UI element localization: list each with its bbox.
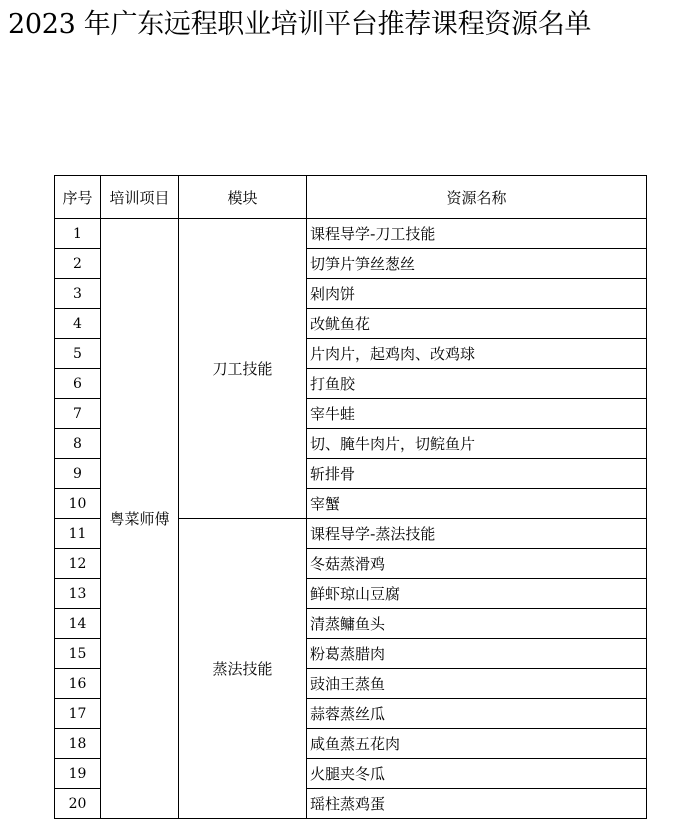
training-project-cell: 粤菜师傅 bbox=[101, 219, 179, 819]
row-number: 12 bbox=[55, 549, 101, 579]
row-number: 6 bbox=[55, 369, 101, 399]
row-number: 7 bbox=[55, 399, 101, 429]
table-row bbox=[55, 219, 647, 249]
resource-name: 片肉片，起鸡肉、改鸡球 bbox=[307, 339, 647, 369]
resource-name: 冬菇蒸滑鸡 bbox=[307, 549, 647, 579]
header-module: 模块 bbox=[179, 176, 307, 219]
row-number: 17 bbox=[55, 699, 101, 729]
row-number: 18 bbox=[55, 729, 101, 759]
resource-name: 咸鱼蒸五花肉 bbox=[307, 729, 647, 759]
row-number: 20 bbox=[55, 789, 101, 819]
row-number: 16 bbox=[55, 669, 101, 699]
resource-name: 改鱿鱼花 bbox=[307, 309, 647, 339]
row-number: 8 bbox=[55, 429, 101, 459]
resource-name: 切、腌牛肉片，切鲩鱼片 bbox=[307, 429, 647, 459]
row-number: 19 bbox=[55, 759, 101, 789]
table-header-row bbox=[55, 176, 647, 219]
page-title: 2023 年广东远程职业培训平台推荐课程资源名单 bbox=[8, 9, 592, 40]
row-number: 15 bbox=[55, 639, 101, 669]
header-serial-no: 序号 bbox=[55, 176, 101, 219]
resource-name: 斩排骨 bbox=[307, 459, 647, 489]
resource-name: 清蒸鳙鱼头 bbox=[307, 609, 647, 639]
module-cell: 刀工技能 bbox=[179, 219, 307, 519]
row-number: 5 bbox=[55, 339, 101, 369]
resource-name: 切笋片笋丝葱丝 bbox=[307, 249, 647, 279]
row-number: 1 bbox=[55, 219, 101, 249]
row-number: 9 bbox=[55, 459, 101, 489]
row-number: 4 bbox=[55, 309, 101, 339]
resource-name: 蒜蓉蒸丝瓜 bbox=[307, 699, 647, 729]
resource-name: 粉葛蒸腊肉 bbox=[307, 639, 647, 669]
resource-name: 火腿夹冬瓜 bbox=[307, 759, 647, 789]
row-number: 3 bbox=[55, 279, 101, 309]
module-cell: 蒸法技能 bbox=[179, 519, 307, 819]
resource-name: 瑶柱蒸鸡蛋 bbox=[307, 789, 647, 819]
row-number: 2 bbox=[55, 249, 101, 279]
resource-table bbox=[54, 175, 647, 819]
resource-name: 课程导学-刀工技能 bbox=[307, 219, 647, 249]
resource-name: 剁肉饼 bbox=[307, 279, 647, 309]
resource-name: 课程导学-蒸法技能 bbox=[307, 519, 647, 549]
resource-name: 鲜虾琼山豆腐 bbox=[307, 579, 647, 609]
resource-name: 宰蟹 bbox=[307, 489, 647, 519]
resource-name: 宰牛蛙 bbox=[307, 399, 647, 429]
resource-name: 打鱼胶 bbox=[307, 369, 647, 399]
resource-name: 豉油王蒸鱼 bbox=[307, 669, 647, 699]
header-training-project: 培训项目 bbox=[101, 176, 179, 219]
row-number: 13 bbox=[55, 579, 101, 609]
row-number: 10 bbox=[55, 489, 101, 519]
row-number: 14 bbox=[55, 609, 101, 639]
header-resource-name: 资源名称 bbox=[307, 176, 647, 219]
row-number: 11 bbox=[55, 519, 101, 549]
